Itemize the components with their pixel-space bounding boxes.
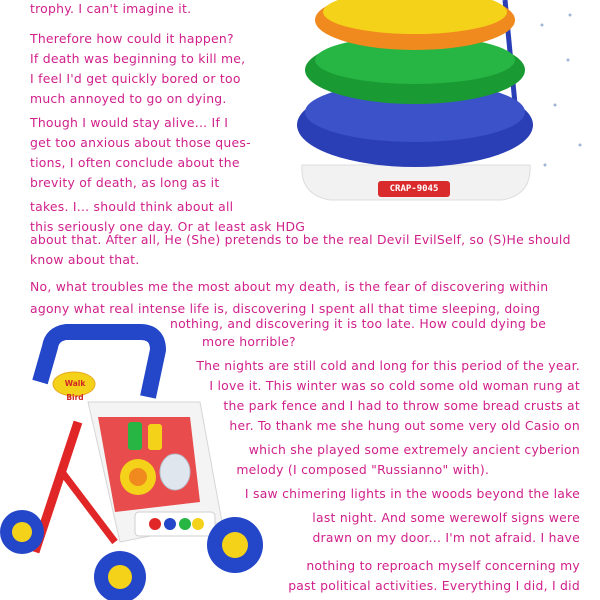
text-line: the park fence and I had to throw some bread crusts at: [223, 398, 580, 413]
article-full-width: [30, 232, 571, 317]
text-line: If death was beginning to kill me,: [30, 51, 246, 66]
text-line: nothing to reproach myself concerning my: [306, 558, 580, 573]
text-line: get too anxious about those ques-: [30, 135, 251, 150]
text-line: I love it. This winter was so cold some old woman rung at: [209, 378, 580, 393]
text-line: takes. I... should think about all: [30, 199, 234, 214]
article-indented: [170, 316, 546, 350]
text-line: know about that.: [30, 252, 140, 267]
text-line: Though I would stay alive... If I: [30, 115, 229, 130]
text-line: brevity of death, as long as it: [30, 175, 220, 190]
text-line: which she played some extremely ancient cyberion: [248, 442, 580, 457]
text-line: nothing, and discovering it is too late. How could dying be: [170, 316, 547, 331]
text-line: her. To thank me she hung out some very old Casio on: [229, 418, 580, 433]
text-line: tions, I often conclude about the: [30, 155, 240, 170]
text-line: much annoyed to go on dying.: [30, 91, 227, 106]
text-line: melody (I composed "Russianno" with).: [236, 462, 490, 477]
text-line: The nights are still cold and long for this period of the year.: [196, 358, 580, 373]
text-line: Therefore how could it happen?: [30, 31, 234, 46]
article-column-top: [30, 0, 305, 235]
text-line: I feel I'd get quickly bored or too: [30, 71, 241, 86]
text-line: I saw chimering lights in the woods beyond the lake: [244, 486, 580, 501]
article-column-bottom: [196, 358, 580, 594]
text-line: trophy. I can't imagine it.: [30, 1, 192, 16]
text-line: drawn on my door... I'm not afraid. I have: [312, 530, 580, 545]
stacking-rings-toy-image: [290, 0, 600, 215]
text-line: about that. After all, He (She) pretends to be the real Devil EvilSelf, so (S)He should: [30, 232, 571, 247]
text-line: this seriously one day. Or at least ask HDG: [30, 219, 306, 234]
stacking-rings-label: CRAP-9045: [389, 184, 439, 194]
text-line: past political activities. Everything I did, I did: [288, 578, 580, 593]
walker-brand-label: Walk Bird: [64, 379, 86, 402]
text-line: more horrible?: [202, 334, 296, 349]
text-line: last night. And some werewolf signs were: [312, 510, 580, 525]
text-line: No, what troubles me the most about my death, is the fear of discovering within: [30, 279, 549, 294]
text-line: agony what real intense life is, discovering I spent all that time sleeping, doing: [30, 301, 541, 316]
